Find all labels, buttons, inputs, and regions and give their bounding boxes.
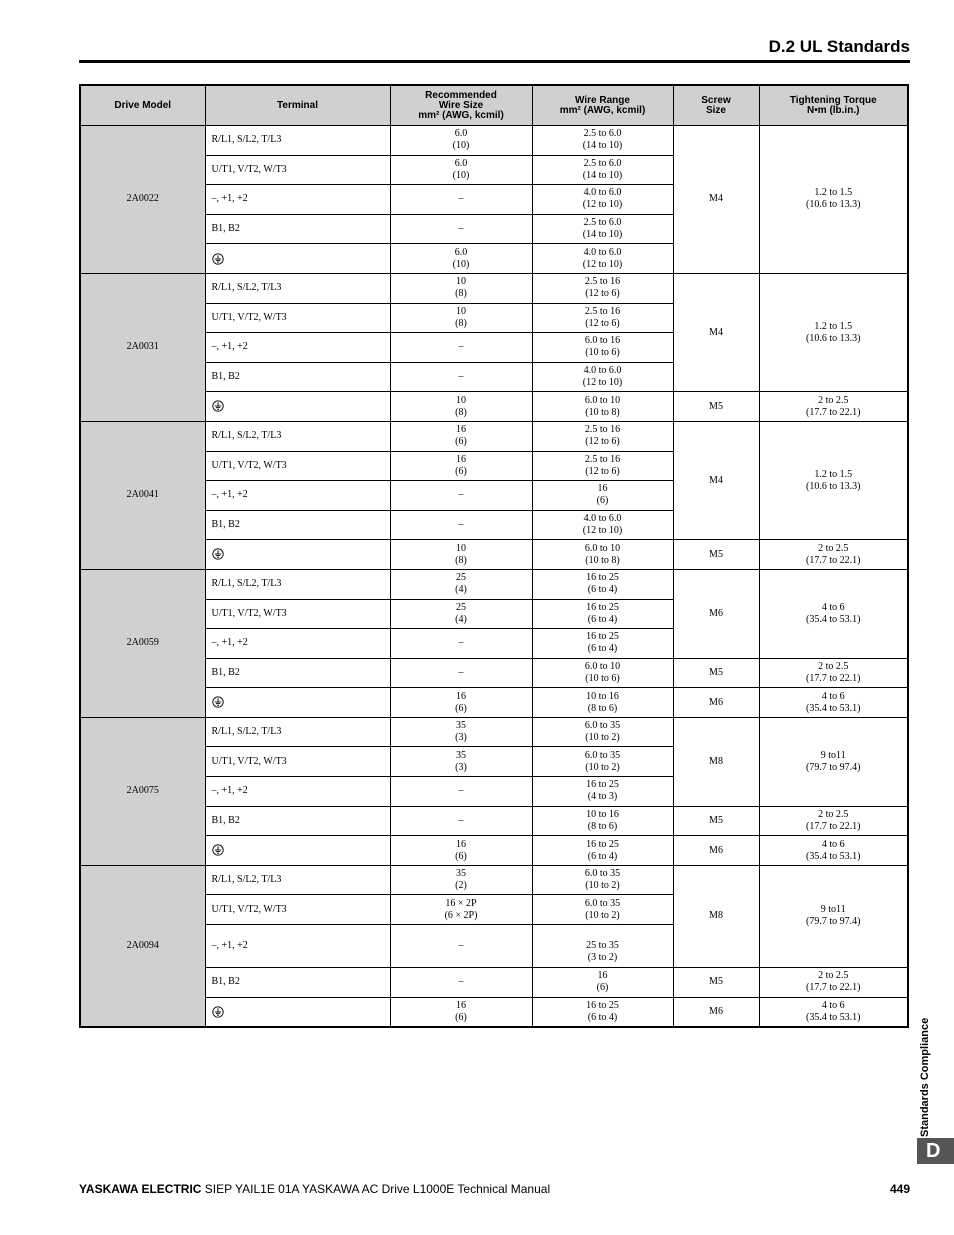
col-wire-range: Wire Range mm² (AWG, kcmil) [532, 85, 673, 126]
ground-terminal-cell [205, 244, 390, 274]
recommended-wire-cell: – [390, 510, 532, 540]
recommended-wire-cell: – [390, 333, 532, 363]
tightening-torque-cell: 4 to 6 (35.4 to 53.1) [759, 997, 908, 1027]
tightening-torque-cell: 4 to 6 (35.4 to 53.1) [759, 688, 908, 718]
recommended-wire-cell: 16 (6) [390, 421, 532, 451]
ground-icon [212, 549, 224, 560]
wire-range-cell: 6.0 to 10 (10 to 8) [532, 392, 673, 422]
terminal-cell: R/L1, S/L2, T/L3 [205, 421, 390, 451]
wire-range-cell: 6.0 to 10 (10 to 8) [532, 540, 673, 570]
recommended-wire-cell: 35 (3) [390, 717, 532, 747]
recommended-wire-cell: – [390, 362, 532, 392]
ground-terminal-cell [205, 836, 390, 866]
recommended-wire-cell: – [390, 214, 532, 244]
section-title: D.2 UL Standards [768, 37, 910, 56]
tightening-torque-cell: 1.2 to 1.5 (10.6 to 13.3) [759, 273, 908, 391]
screw-size-cell: M6 [673, 688, 759, 718]
terminal-cell: U/T1, V/T2, W/T3 [205, 599, 390, 629]
terminal-cell: B1, B2 [205, 214, 390, 244]
recommended-wire-cell: 16 (6) [390, 836, 532, 866]
wire-range-cell: 4.0 to 6.0 (12 to 10) [532, 185, 673, 215]
table-row [80, 968, 908, 998]
footer [79, 1182, 550, 1196]
wire-range-cell: 10 to 16 (8 to 6) [532, 806, 673, 836]
wire-range-cell: 16 to 25 (6 to 4) [532, 997, 673, 1027]
col-drive-model: Drive Model [80, 85, 205, 126]
wire-range-cell: 16 to 25 (6 to 4) [532, 836, 673, 866]
terminal-cell: B1, B2 [205, 658, 390, 688]
side-tab-label: Standards Compliance [919, 1017, 931, 1137]
recommended-wire-cell: 6.0 (10) [390, 244, 532, 274]
tightening-torque-cell: 1.2 to 1.5 (10.6 to 13.3) [759, 126, 908, 274]
recommended-wire-cell: 35 (3) [390, 747, 532, 777]
recommended-wire-cell: – [390, 481, 532, 511]
wire-range-cell: 10 to 16 (8 to 6) [532, 688, 673, 718]
wire-range-cell: 2.5 to 16 (12 to 6) [532, 303, 673, 333]
drive-model-cell: 2A0031 [80, 273, 205, 421]
screw-size-cell: M5 [673, 658, 759, 688]
table-row [80, 836, 908, 866]
recommended-wire-cell: 35 (2) [390, 865, 532, 895]
screw-size-cell: M8 [673, 865, 759, 967]
recommended-wire-cell: 16 (6) [390, 688, 532, 718]
terminal-cell: U/T1, V/T2, W/T3 [205, 451, 390, 481]
terminal-cell: –, +1, +2 [205, 777, 390, 807]
recommended-wire-cell: 25 (4) [390, 599, 532, 629]
drive-model-cell: 2A0059 [80, 569, 205, 717]
col-terminal: Terminal [205, 85, 390, 126]
wire-range-cell: 6.0 to 10 (10 to 6) [532, 658, 673, 688]
wire-range-cell: 2.5 to 6.0 (14 to 10) [532, 155, 673, 185]
table-row [80, 421, 908, 451]
table-row [80, 540, 908, 570]
recommended-wire-cell: – [390, 629, 532, 659]
drive-model-cell: 2A0022 [80, 126, 205, 274]
table-body [80, 126, 908, 1027]
wire-range-cell: 6.0 to 16 (10 to 6) [532, 333, 673, 363]
wire-gauge-table [79, 84, 909, 1028]
terminal-cell: R/L1, S/L2, T/L3 [205, 273, 390, 303]
table-row [80, 658, 908, 688]
ground-terminal-cell [205, 688, 390, 718]
recommended-wire-cell: – [390, 968, 532, 998]
ground-icon [212, 1006, 224, 1017]
terminal-cell: R/L1, S/L2, T/L3 [205, 717, 390, 747]
recommended-wire-cell: – [390, 777, 532, 807]
wire-range-cell: 4.0 to 6.0 (12 to 10) [532, 244, 673, 274]
tightening-torque-cell: 2 to 2.5 (17.7 to 22.1) [759, 540, 908, 570]
wire-range-cell: 6.0 to 35 (10 to 2) [532, 895, 673, 925]
table-row [80, 392, 908, 422]
screw-size-cell: M4 [673, 126, 759, 274]
footer-brand: YASKAWA ELECTRIC [79, 1182, 202, 1196]
wire-range-cell: 16 to 25 (4 to 3) [532, 777, 673, 807]
recommended-wire-cell: 16 (6) [390, 997, 532, 1027]
terminal-cell: R/L1, S/L2, T/L3 [205, 569, 390, 599]
recommended-wire-cell: 10 (8) [390, 392, 532, 422]
table-row [80, 717, 908, 747]
recommended-wire-cell: 16 (6) [390, 451, 532, 481]
recommended-wire-cell: 25 (4) [390, 569, 532, 599]
wire-range-cell: 16 to 25 (6 to 4) [532, 629, 673, 659]
terminal-cell: R/L1, S/L2, T/L3 [205, 126, 390, 156]
terminal-cell: –, +1, +2 [205, 333, 390, 363]
col-tightening-torque: Tightening Torque N•m (lb.in.) [759, 85, 908, 126]
ground-terminal-cell [205, 540, 390, 570]
tightening-torque-cell: 9 to11 (79.7 to 97.4) [759, 865, 908, 967]
ground-icon [212, 845, 224, 856]
page-number: 449 [889, 1182, 910, 1196]
drive-model-cell: 2A0041 [80, 421, 205, 569]
table-row [80, 126, 908, 156]
tightening-torque-cell: 1.2 to 1.5 (10.6 to 13.3) [759, 421, 908, 539]
wire-range-cell: 16 (6) [532, 481, 673, 511]
wire-range-cell: 2.5 to 6.0 (14 to 10) [532, 214, 673, 244]
col-recommended-wire-size: Recommended Wire Size mm² (AWG, kcmil) [390, 85, 532, 126]
footer-text: SIEP YAIL1E 01A YASKAWA AC Drive L1000E Technical Manual [201, 1182, 551, 1196]
terminal-cell: –, +1, +2 [205, 481, 390, 511]
ground-icon [212, 253, 224, 264]
wire-range-cell: 16 to 25 (6 to 4) [532, 569, 673, 599]
tightening-torque-cell: 2 to 2.5 (17.7 to 22.1) [759, 806, 908, 836]
ground-icon [212, 401, 224, 412]
screw-size-cell: M4 [673, 273, 759, 391]
screw-size-cell: M5 [673, 968, 759, 998]
recommended-wire-cell: 10 (8) [390, 540, 532, 570]
screw-size-cell: M5 [673, 806, 759, 836]
terminal-cell: U/T1, V/T2, W/T3 [205, 895, 390, 925]
ground-icon [212, 697, 224, 708]
terminal-cell: B1, B2 [205, 510, 390, 540]
recommended-wire-cell: 16 × 2P (6 × 2P) [390, 895, 532, 925]
wire-range-cell: 2.5 to 6.0 (14 to 10) [532, 126, 673, 156]
drive-model-cell: 2A0094 [80, 865, 205, 1026]
recommended-wire-cell: – [390, 925, 532, 968]
tightening-torque-cell: 2 to 2.5 (17.7 to 22.1) [759, 392, 908, 422]
tightening-torque-cell: 9 to11 (79.7 to 97.4) [759, 717, 908, 806]
table-header-row [80, 85, 908, 126]
table-row [80, 806, 908, 836]
wire-range-cell: 4.0 to 6.0 (12 to 10) [532, 510, 673, 540]
wire-range-cell: 16 (6) [532, 968, 673, 998]
ground-terminal-cell [205, 392, 390, 422]
wire-range-cell: 6.0 to 35 (10 to 2) [532, 747, 673, 777]
screw-size-cell: M5 [673, 540, 759, 570]
chapter-tab: D [917, 1138, 954, 1164]
header-rule [79, 60, 910, 63]
recommended-wire-cell: – [390, 658, 532, 688]
recommended-wire-cell: 10 (8) [390, 273, 532, 303]
terminal-cell: R/L1, S/L2, T/L3 [205, 865, 390, 895]
table-row [80, 273, 908, 303]
wire-range-cell: 6.0 to 35 (10 to 2) [532, 865, 673, 895]
terminal-cell: U/T1, V/T2, W/T3 [205, 155, 390, 185]
recommended-wire-cell: 10 (8) [390, 303, 532, 333]
terminal-cell: –, +1, +2 [205, 185, 390, 215]
ground-terminal-cell [205, 997, 390, 1027]
table-row [80, 688, 908, 718]
col-screw-size: Screw Size [673, 85, 759, 126]
drive-model-cell: 2A0075 [80, 717, 205, 865]
wire-range-cell: 25 to 35 (3 to 2) [532, 925, 673, 968]
recommended-wire-cell: – [390, 185, 532, 215]
wire-range-cell: 6.0 to 35 (10 to 2) [532, 717, 673, 747]
wire-range-cell: 2.5 to 16 (12 to 6) [532, 421, 673, 451]
tightening-torque-cell: 4 to 6 (35.4 to 53.1) [759, 569, 908, 658]
screw-size-cell: M6 [673, 997, 759, 1027]
tightening-torque-cell: 2 to 2.5 (17.7 to 22.1) [759, 658, 908, 688]
recommended-wire-cell: 6.0 (10) [390, 126, 532, 156]
screw-size-cell: M6 [673, 836, 759, 866]
wire-range-cell: 4.0 to 6.0 (12 to 10) [532, 362, 673, 392]
terminal-cell: B1, B2 [205, 806, 390, 836]
wire-range-cell: 2.5 to 16 (12 to 6) [532, 451, 673, 481]
table-row [80, 997, 908, 1027]
tightening-torque-cell: 4 to 6 (35.4 to 53.1) [759, 836, 908, 866]
terminal-cell: U/T1, V/T2, W/T3 [205, 747, 390, 777]
screw-size-cell: M4 [673, 421, 759, 539]
recommended-wire-cell: 6.0 (10) [390, 155, 532, 185]
terminal-cell: B1, B2 [205, 968, 390, 998]
screw-size-cell: M6 [673, 569, 759, 658]
wire-range-cell: 2.5 to 16 (12 to 6) [532, 273, 673, 303]
table-row [80, 569, 908, 599]
terminal-cell: –, +1, +2 [205, 925, 390, 968]
screw-size-cell: M8 [673, 717, 759, 806]
table-row [80, 865, 908, 895]
tightening-torque-cell: 2 to 2.5 (17.7 to 22.1) [759, 968, 908, 998]
terminal-cell: U/T1, V/T2, W/T3 [205, 303, 390, 333]
wire-range-cell: 16 to 25 (6 to 4) [532, 599, 673, 629]
recommended-wire-cell: – [390, 806, 532, 836]
screw-size-cell: M5 [673, 392, 759, 422]
terminal-cell: –, +1, +2 [205, 629, 390, 659]
terminal-cell: B1, B2 [205, 362, 390, 392]
